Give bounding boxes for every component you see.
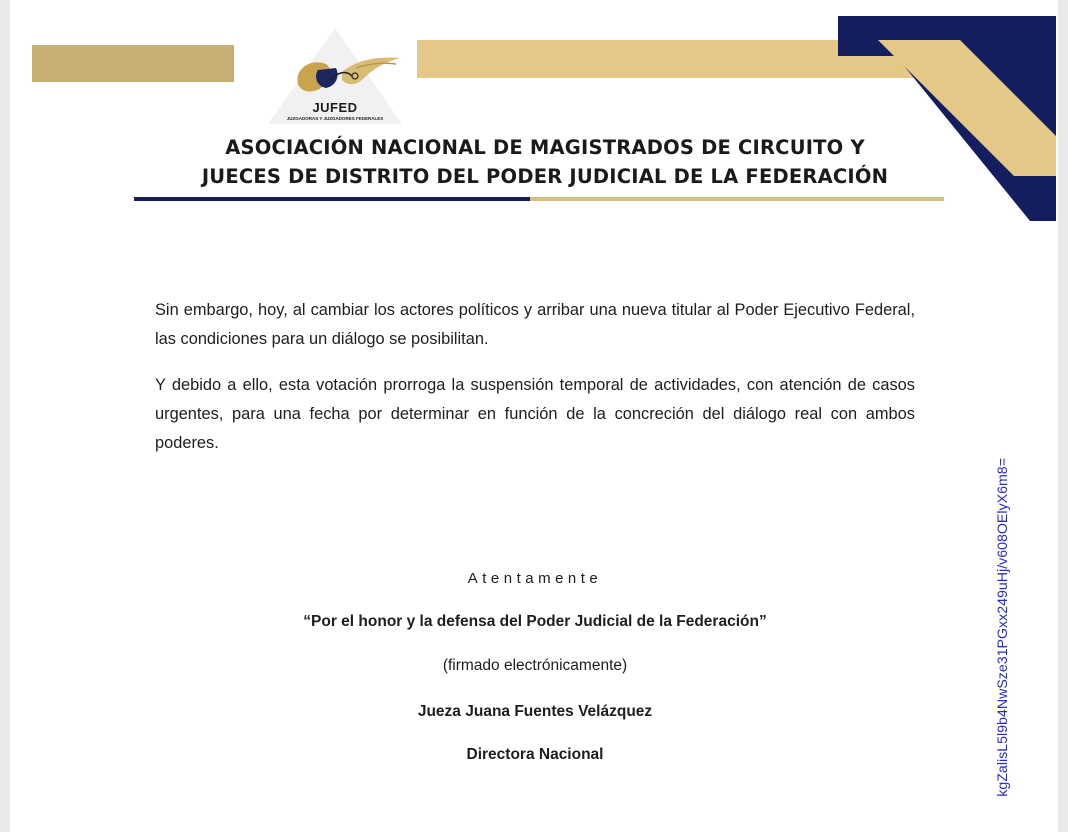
document-page xyxy=(10,0,1058,832)
title-line-2: JUECES DE DISTRITO DEL PODER JUDICIAL DE LA FEDERACIÓN xyxy=(201,165,889,188)
body-paragraph-2: Y debido a ello, esta votación prorroga la suspensión temporal de actividades, con atención de casos urgentes, para una fecha por determinar en función de la concreción del diálogo real con ambos poderes. xyxy=(155,376,915,452)
signer-name: Jueza Juana Fuentes Velázquez xyxy=(417,703,653,720)
title-rule-gold xyxy=(530,197,944,201)
salutation: Atentamente xyxy=(467,570,603,587)
motto: “Por el honor y la defensa del Poder Judicial de la Federación” xyxy=(303,613,767,630)
title-line-1: ASOCIACIÓN NACIONAL DE MAGISTRADOS DE CIRCUITO Y xyxy=(225,136,865,159)
signature-hash: kgZalisL5l9b4NwSze31PGxx249uHj/v608OElyX6m8= xyxy=(995,458,1011,797)
signed-note: (firmado electrónicamente) xyxy=(442,657,628,674)
body-paragraph-1: Sin embargo, hoy, al cambiar los actores políticos y arribar una nueva titular al Poder Ejecutivo Federal, las condiciones para un diálogo se posibilitan. xyxy=(155,301,915,348)
organization-title xyxy=(110,133,980,191)
logo-wordmark: JUFED xyxy=(312,100,358,115)
electronic-signature-code xyxy=(986,440,1020,815)
title-rule-navy xyxy=(134,197,530,201)
gold-header-bar-left xyxy=(32,45,234,82)
signer-role: Directora Nacional xyxy=(466,746,604,763)
logo-subtitle: JUZGADORAS Y JUZGADORES FEDERALES xyxy=(286,116,384,121)
